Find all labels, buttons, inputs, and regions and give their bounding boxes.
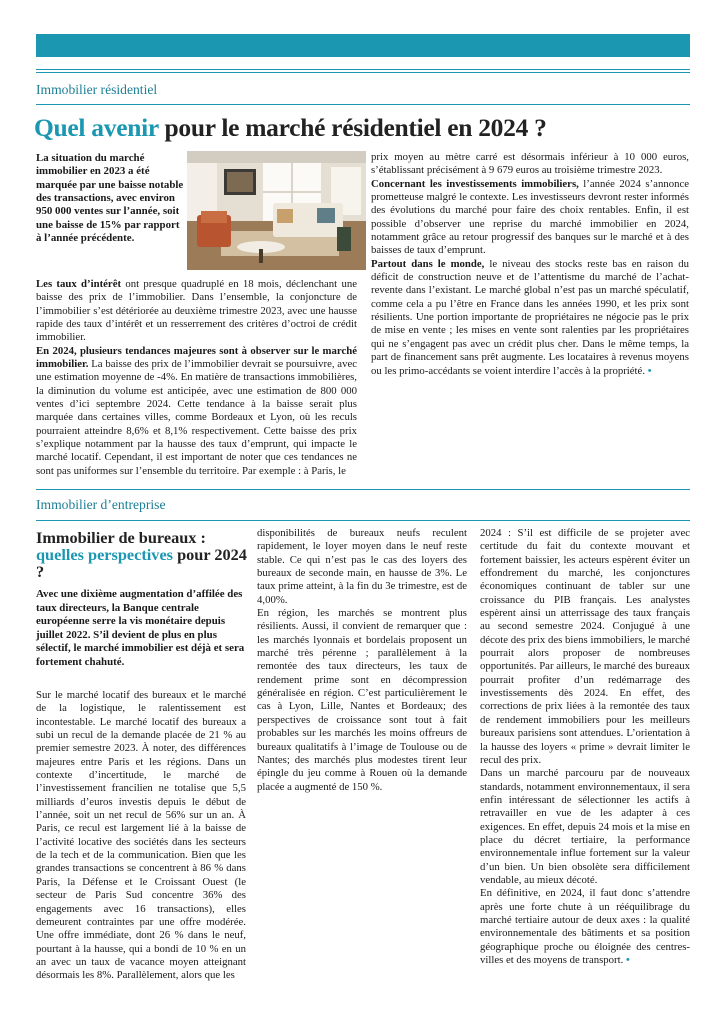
article1-lead: La situation du marché immobilier en 2023 a été marquée par une baisse notable des transactions, avec environ 950 000 ventes sur l’année, soit une baisse de 15% par rapport à l’année précédente. xyxy=(36,152,184,245)
divider xyxy=(36,489,690,490)
top-color-bar xyxy=(36,34,690,57)
divider xyxy=(36,72,690,73)
article2-col2: disponibilités de bureaux neufs reculent rapidement, le loyer moyen dans le neuf reste stable. Ce qui n’est pas le cas des loyers des bureaux de seconde main, en hausse de 3%. Le taux prime atteint, à la fin du 3e trimestre, est de 4,00%. En région, les marchés se montrent plus résilients. Aussi, il convient de remarquer que : les marchés lyonnais et bordelais proposent un marché très pérenne ; parallèlement à la remontée des taux directeurs, les taux de rendement prime sont en décompression généralisée en région. C’est particulièrement le cas à Lyon, Lille, Nantes et Bordeaux; des perspectives de croissance sont tout à fait probables sur les marchés les moins offreurs de bureaux qualitatifs à l’image de Toulouse ou de Nantes; des marchés plus modestes tirent leur épingle du jeu comme à Rouen où la demande placée a augmenté de 150 %. xyxy=(257,527,467,793)
divider xyxy=(36,520,690,521)
section-label-business: Immobilier d’entreprise xyxy=(36,497,166,512)
article1-col2: prix moyen au mètre carré est désormais inférieur à 10 000 euros, s’établissant précisément à 9 679 euros au troisième trimestre 2023. Concernant les investissements immobiliers, l’année 2024 s’annonce prometteuse malgré le contexte. Les investisseurs devront rester informés des évolutions du marché pour faire des choix rentables. Enfin, il est possible d’observer une reprise du marché immobilier en 2024, notamment grâce au retour progressif des banques sur le marché et à des baisses de taux d’emprunt. Partout dans le monde, le niveau des stocks reste bas en raison du déficit de construction neuve et de l’attentisme du marché de l’achat-revente dans l’existant. Le marché global n’est pas un marché spéculatif, comme cela a pu l’être en France dans les années 1990, et les prix sont résilients. Une portion importante de propriétaires ne négocie pas le prix de mise en vente ; les mises en vente sont ralenties par les propriétaires qui ne s’engagent pas avec un crédit plus cher. Dans le même temps, la part de financement sans prêt augmente. Les locataires à revenus moyens ou les primo-accédants se voient interdire l’accès à la propriété. • xyxy=(371,151,689,377)
article2-col1: Sur le marché locatif des bureaux et le marché de la logistique, le ralentissement est incontestable. Le marché locatif des bureaux a subi un recul de la demande placée de 21 % au premier semestre 2023. À noter, des différences majeures entre Paris et les régions. Dans un contexte d’incertitude, le marché de l’investissement francilien ne totalise que 5,5 milliards d’euros investis depuis le début de l’année, soit un net recul de 56% sur un an. À Paris, ce recul est largement lié à la baisse de l’activité locative des sociétés dans les secteurs de la tech et de la communication. Bien que les grandes transactions se concentrent à 86 % dans Paris, la Défense et le Croissant Ouest (le secteur de Paris Sud concentre 36% des engagements avec 16 transactions), elles demeurent contraintes par une offre modérée. Une offre immédiate, dont 26 % dans le neuf, pourtant à la hausse, qui a bondi de 10 % en un an avec un taux de vacance moyen atteignant désormais les 8%. Parallèlement, alors que les xyxy=(36,689,246,982)
article2-title: Immobilier de bureaux : quelles perspectives pour 2024 ? xyxy=(36,528,247,582)
article1-col1: Les taux d’intérêt ont presque quadruplé en 18 mois, déclenchant une baisse des prix de l’immobilier. Dans l’ensemble, la conjoncture de l’immobilier s’est détériorée au deuxième trimestre 2023, avec une hausse rapide des taux d’intérêt et un resserrement des critères d’octroi de crédit immobilier. En 2024, plusieurs tendances majeures sont à observer sur le marché immobilier. La baisse des prix de l’immobilier devrait se poursuivre, avec une estimation moyenne de -4%. En matière de transactions immobilières, la diminution du volume est anticipée, avec une estimation de 800 000 ventes d’ici septembre 2024. Cette tendance à la baisse serait plus marquée dans certaines villes, comme Bordeaux et Lyon, où les reculs pourraient atteindre 8,6% et 8,1% respectivement. Cette baisse des prix s’explique notamment par la hausse des taux d’emprunt, qui impacte le marché locatif. Cependant, il est important de noter que ces tendances ne sont pas uniformes sur l’ensemble du territoire. Par exemple : à Paris, le xyxy=(36,278,357,477)
article2-col3: 2024 : S’il est difficile de se projeter avec certitude du fait du contexte mouvant et fortement baissier, les acteurs espèrent éviter un effondrement du marché, les conjonctures économiques continuant de tabler sur une croissance du PIB français. Les analystes espèrent ainsi un atterrissage des taux français au second semestre 2024. Conjugué à une décote des prix des biens immobiliers, le marché pourrait alors proposer de nombreuses opportunités. Par ailleurs, le marché des bureaux pourrait profiter d’un redémarrage des investissements dès 2024. En effet, des corrections de prix liées à la remontée des taux de rendement immobiliers pour les meilleurs bureaux parisiens sont attendues. L’orientation à la hausse des loyers « prime » devrait limiter le recul des prix. Dans un marché parcouru par de nouveaux standards, notamment environnementaux, il sera enfin intéressant de sélectionner les actifs à retravailler en vue de les adapter à ces exigences. En effet, depuis 24 mois et la mise en place du décret tertiaire, la performance environnementale influe fortement sur la valeur d’un bien. Un bien obsolète sera difficilement vendable, au mieux décoté. En définitive, en 2024, il faut donc s’attendre après une forte chute à un rééquilibrage du marché tertiaire autour de deux axes : la qualité environnementale des bâtiments et sa position géographique proche ou éloignée des centres-villes et des moyens de transport. • xyxy=(480,527,690,966)
article2-lead: Avec une dixième augmentation d’affilée des taux directeurs, la Banque centrale européenne serre la vis monétaire depuis juillet 2022. S’il devient de plus en plus sélectif, le marché immobilier est déjà et sera fortement chahuté. xyxy=(36,588,245,668)
section-label-residential: Immobilier résidentiel xyxy=(36,82,158,97)
article1-title: Quel avenir pour le marché résidentiel en 2024 ? xyxy=(34,113,547,142)
divider xyxy=(36,104,690,105)
divider xyxy=(36,69,690,70)
living-room-photo xyxy=(187,151,366,270)
